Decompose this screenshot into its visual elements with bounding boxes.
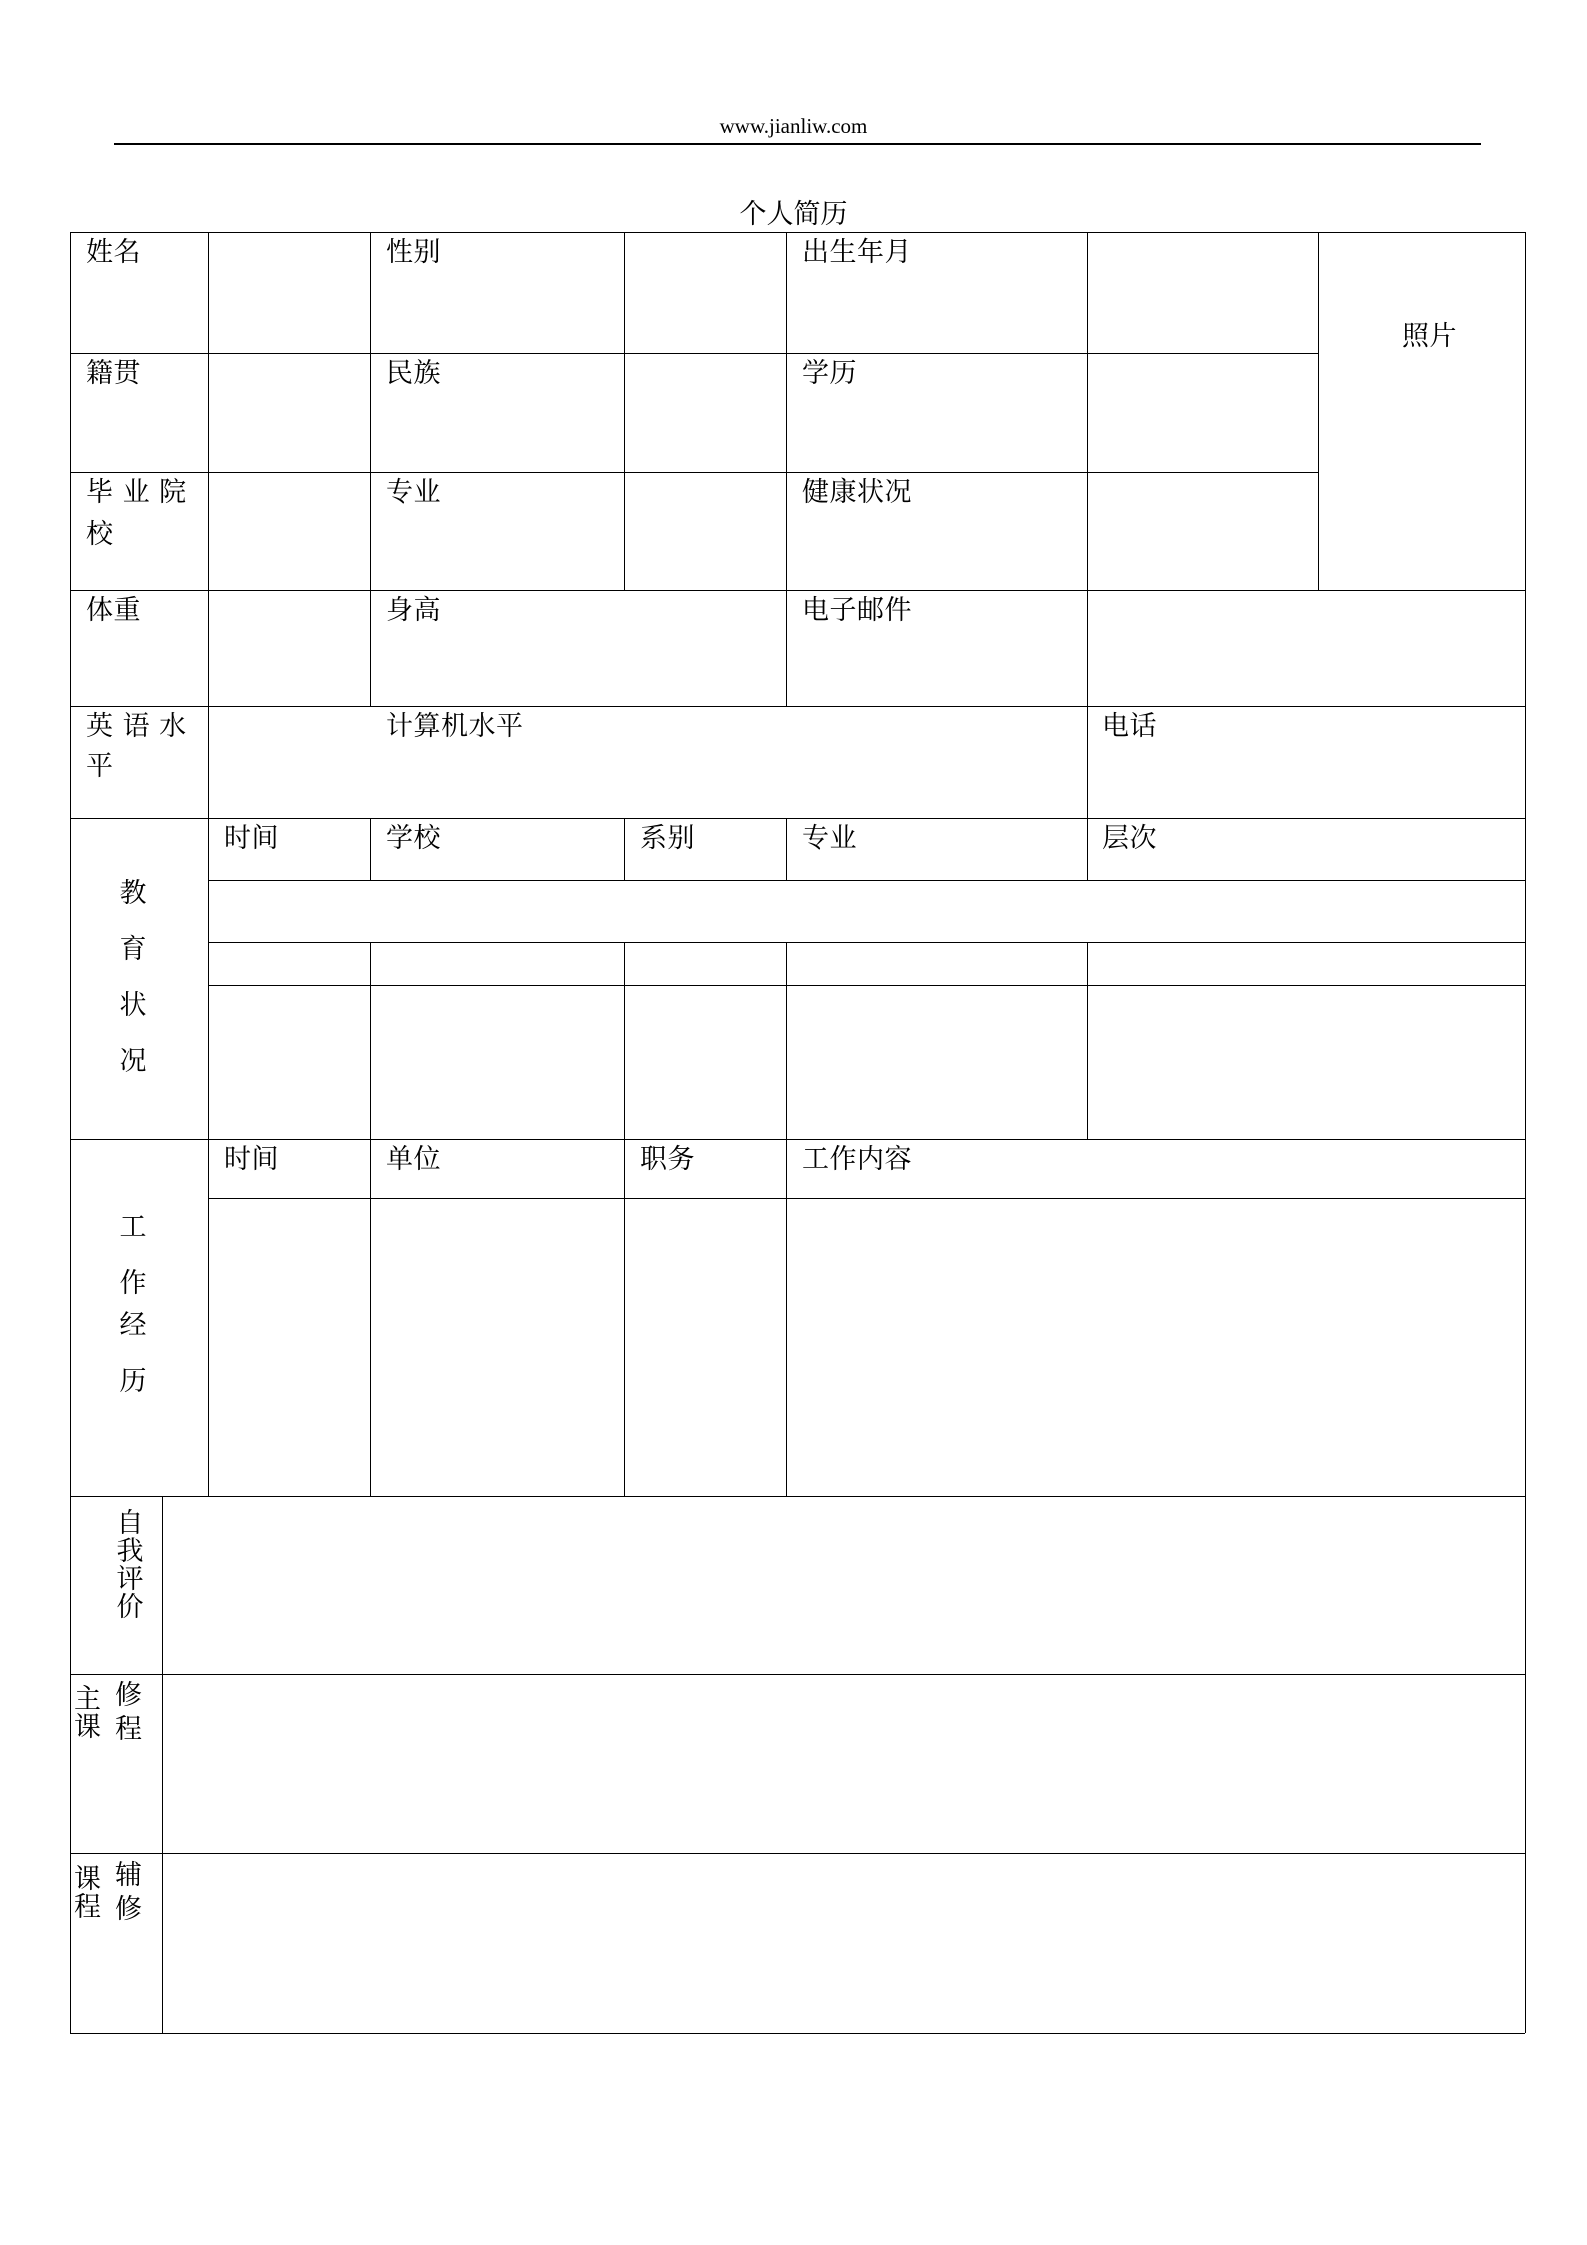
photo-divider: [1318, 232, 1319, 590]
label-english-line2: 平: [86, 751, 114, 782]
label-phone: 电话: [1102, 711, 1157, 742]
col-divider: [162, 1496, 163, 2033]
work-header-content: 工作内容: [802, 1144, 912, 1175]
label-char: 价: [116, 1592, 144, 1623]
main-courses-label-left: [74, 1686, 101, 1742]
row-divider: [70, 1496, 1525, 1497]
header-url: www.jianliw.com: [719, 114, 868, 138]
label-name: 姓名: [86, 237, 141, 268]
label-gender: 性别: [386, 237, 441, 268]
table-border-bottom: [70, 2033, 1525, 2034]
edu-header-department: 系别: [640, 823, 695, 854]
education-section-label: [113, 866, 153, 1090]
col-divider: [208, 232, 209, 1496]
label-height: 身高: [386, 595, 441, 626]
row-divider: [208, 1198, 1525, 1199]
row-divider: [70, 590, 1525, 591]
col-divider: [786, 818, 787, 880]
col-divider: [1087, 942, 1088, 1139]
label-school-line1: 毕 业 院: [86, 477, 187, 508]
label-ethnicity: 民族: [386, 358, 441, 389]
row-divider: [70, 1674, 1525, 1675]
label-char: 主: [74, 1684, 101, 1715]
col-divider: [624, 232, 625, 590]
table-border-left: [70, 232, 71, 2033]
col-divider: [370, 942, 371, 1496]
table-border-top: [70, 232, 1525, 233]
section-char: 历: [119, 1366, 147, 1397]
self-evaluation-label: [110, 1510, 150, 1622]
row-divider: [70, 472, 1318, 473]
edu-header-major: 专业: [802, 823, 857, 854]
label-char: 课: [74, 1712, 101, 1743]
row-divider: [208, 985, 1525, 986]
label-char: 程: [74, 1892, 101, 1923]
label-char: 我: [116, 1536, 144, 1567]
section-char: 教: [119, 878, 147, 909]
col-divider: [370, 232, 371, 707]
label-char: 修: [115, 1680, 142, 1711]
edu-header-time: 时间: [224, 823, 279, 854]
label-char: 辅: [115, 1860, 142, 1891]
col-divider: [786, 942, 787, 1496]
minor-courses-label-left: [74, 1866, 101, 1922]
row-divider: [70, 1853, 1525, 1854]
row-divider: [70, 706, 1525, 707]
col-divider: [1087, 818, 1088, 880]
row-divider: [70, 1139, 1525, 1140]
col-divider: [786, 232, 787, 706]
section-char: 经: [119, 1310, 147, 1341]
edu-header-level: 层次: [1102, 823, 1157, 854]
photo-label: 照片: [1402, 321, 1457, 352]
table-border-right: [1525, 232, 1526, 2033]
row-divider: [208, 880, 1525, 881]
label-computer: 计算机水平: [386, 711, 524, 742]
work-header-position: 职务: [640, 1144, 695, 1175]
label-school-line2: 校: [86, 519, 114, 550]
work-header-time: 时间: [224, 1144, 279, 1175]
page-title: 个人简历: [739, 199, 848, 230]
section-char: 作: [119, 1268, 147, 1299]
minor-courses-label-right: [115, 1862, 142, 1924]
section-char: 育: [119, 934, 147, 965]
row-divider: [70, 353, 1318, 354]
label-char: 自: [116, 1508, 144, 1539]
work-section-label: [113, 1207, 153, 1417]
row-divider: [70, 818, 1525, 819]
label-char: 评: [116, 1564, 144, 1595]
label-birth: 出生年月: [802, 237, 912, 268]
label-education-level: 学历: [802, 358, 857, 389]
section-char: 工: [119, 1212, 147, 1243]
section-char: 状: [119, 990, 147, 1021]
label-email: 电子邮件: [802, 595, 912, 626]
edu-header-school: 学校: [386, 823, 441, 854]
section-char: 况: [119, 1046, 147, 1077]
col-divider: [370, 818, 371, 880]
label-english-line1: 英 语 水: [86, 711, 187, 742]
label-char: 修: [115, 1894, 142, 1925]
label-health: 健康状况: [802, 477, 912, 508]
label-native-place: 籍贯: [86, 358, 141, 389]
col-divider: [624, 942, 625, 1496]
label-char: 课: [74, 1864, 101, 1895]
col-divider: [1087, 232, 1088, 822]
work-header-employer: 单位: [386, 1144, 441, 1175]
col-divider: [624, 818, 625, 880]
label-char: 程: [115, 1714, 142, 1745]
main-courses-label-right: [115, 1682, 142, 1744]
label-weight: 体重: [86, 595, 141, 626]
row-divider: [208, 942, 1525, 943]
label-major: 专业: [386, 477, 441, 508]
